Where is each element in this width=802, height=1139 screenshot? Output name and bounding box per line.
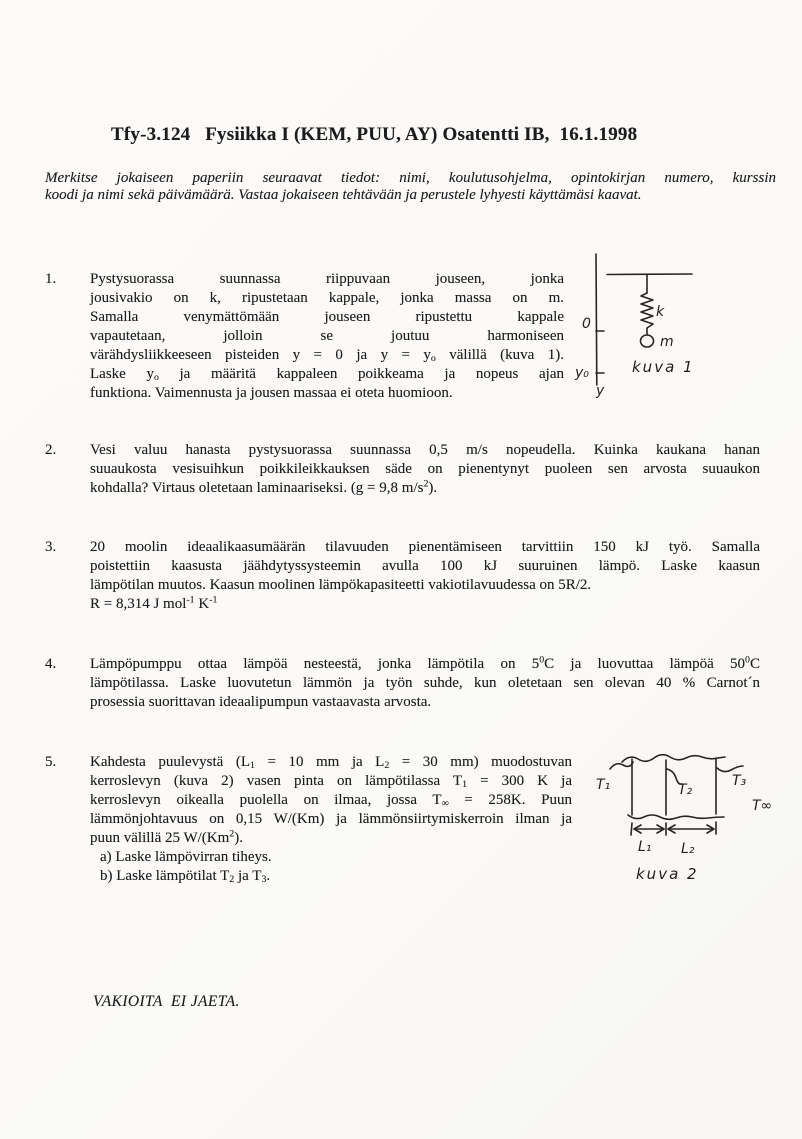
figure-2-wall-diagram: [585, 748, 802, 890]
question-1: [45, 270, 564, 403]
question-2: [45, 441, 760, 498]
question-4-number: 4.: [45, 656, 57, 672]
figure-2-label-t3: T₃: [732, 773, 747, 789]
figure-1-label-spring-constant: k: [656, 304, 665, 320]
question-5-number: 5.: [45, 754, 57, 770]
question-1-line: Samalla venymättömään jouseen ripustettu kappale: [90, 309, 564, 325]
question-1-line: jousivakio on k, ripustetaan kappale, jonka massa on m.: [90, 290, 564, 306]
question-2-line: Vesi valuu hanasta pystysuorassa suunnassa 0,5 m/s nopeudella. Kuinka kaukana hanan: [90, 442, 760, 458]
wall-bottom-wavy-edge: [628, 815, 724, 819]
figure-1-label-y0: y₀: [575, 365, 589, 381]
figure-1-spring-diagram: [570, 248, 710, 406]
question-4-line: prosessia suorittavan ideaalipumpun vastaavasta arvosta.: [90, 694, 432, 710]
question-1-line: Laske $y_o$ ja määritä kappaleen poikkeama ja nopeus ajan: [90, 366, 564, 384]
figure-1-label-mass: m: [660, 334, 674, 350]
figure-2-label-t2: T₂: [678, 782, 693, 798]
t1-lead-line: [610, 762, 633, 769]
question-5-item-b: b) Laske lämpötilat $T_2$ ja $T_3$.: [100, 868, 271, 886]
ceiling-line: [607, 274, 692, 275]
question-2-number: 2.: [45, 442, 57, 458]
question-4: [45, 654, 760, 712]
dim-tick-left: [631, 823, 632, 835]
figure-1-label-zero: 0: [582, 316, 591, 332]
figure-1-label-y-axis: y: [596, 383, 605, 399]
question-2-line: kohdalla? Virtaus oletetaan laminaariseksi. (g = 9,8 $m/s^2$).: [90, 478, 438, 496]
question-3-line: poistettiin kaasusta jäähdytyssysteemin avulla 100 kJ suuruinen lämpö. Laske kaasun: [90, 558, 760, 574]
question-5: [45, 753, 572, 886]
question-3-line: 20 moolin ideaalikaasumäärän tilavuuden pienentämiseen tarvittiin 150 kJ työ. Samalla: [90, 539, 760, 555]
question-5-line: kerroslevyn oikealla puolella on ilmaa, jossa $T_\infty = 258K$. Puun: [90, 792, 572, 810]
figure-2-label-l2: L₂: [681, 841, 695, 857]
question-5-item-a: a) Laske lämpövirran tiheys.: [100, 849, 272, 865]
question-2-line: suuaukosta vesisuihkun poikkileikkauksen säde on pienentynyt puoleen sen arvosta suuaukon: [90, 461, 760, 477]
question-3-number: 3.: [45, 539, 57, 555]
question-3-line: R = 8,314 J mol$^{-1}$ $K^{-1}$: [90, 594, 218, 612]
instructions-line-2: koodi ja nimi sekä päivämäärä. Vastaa jokaiseen tehtävään ja perustele lyhyesti käyttämäsi kaavat.: [45, 186, 642, 203]
question-5-line: kerroslevyn (kuva 2) vasen pinta on lämpötilassa $T_1 = 300$ K ja: [90, 773, 572, 791]
question-1-line: Pystysuorassa suunnassa riippuvaan jouseen, jonka: [90, 271, 564, 287]
page-title: Tfy-3.124 Fysiikka I (KEM, PUU, AY) Osatentti IB, 16.1.1998: [111, 124, 638, 145]
figure-2-label-tinf: T∞: [752, 798, 773, 814]
question-5-line: lämmönjohtavuus on 0,15 W/(Km) ja lämmönsiirtymiskerroin ilman ja: [90, 811, 572, 827]
question-4-line: Lämpöpumppu ottaa lämpöä nesteestä, jonka lämpötila on $5^0C$ ja luovuttaa lämpöä $50^0C$: [90, 654, 760, 672]
question-1-line: vapautetaan, jolloin se joutuu harmoniseen: [90, 328, 564, 344]
question-1-line: värähdysliikkeeseen pisteiden y = 0 ja $y = y_o$ välillä (kuva 1).: [90, 347, 564, 365]
figure-2-label-t1: T₁: [596, 777, 611, 793]
mass-circle-icon: [641, 335, 654, 347]
figure-2-caption: kuva 2: [636, 865, 699, 883]
figure-2-label-l1: L₁: [638, 839, 652, 855]
question-1-line: funktiona. Vaimennusta ja jousen massaa ei oteta huomioon.: [90, 385, 453, 401]
figure-1-caption: kuva 1: [632, 358, 695, 376]
instructions-line-1: Merkitse jokaiseen paperiin seuraavat tiedot: nimi, koulutusohjelma, opintokirjan numero, kurssin: [45, 170, 776, 186]
question-4-line: lämpötilassa. Laske luovutetun lämmön ja työn suhde, kun oletetaan sen olevan 40 % Carnot´n: [90, 675, 760, 691]
spring-icon: [641, 293, 653, 335]
y-axis-line: [596, 254, 597, 385]
t3-lead-line: [717, 766, 743, 772]
wall-top-wavy-edge: [622, 755, 725, 762]
question-5-line: puun välillä 25 W/(Km$^2$).: [90, 828, 243, 846]
question-1-number: 1.: [45, 271, 57, 287]
footer-note: VAKIOITA EI JAETA.: [93, 993, 240, 1010]
question-3: [45, 538, 760, 614]
question-3-line: lämpötilan muutos. Kaasun moolinen lämpökapasiteetti vakiotilavuudessa on 5R/2.: [90, 577, 592, 593]
question-5-line: Kahdesta puulevystä ($L_1 = 10$ mm ja $L_2 = 30$ mm) muodostuvan: [90, 754, 572, 772]
instructions: [45, 170, 776, 203]
